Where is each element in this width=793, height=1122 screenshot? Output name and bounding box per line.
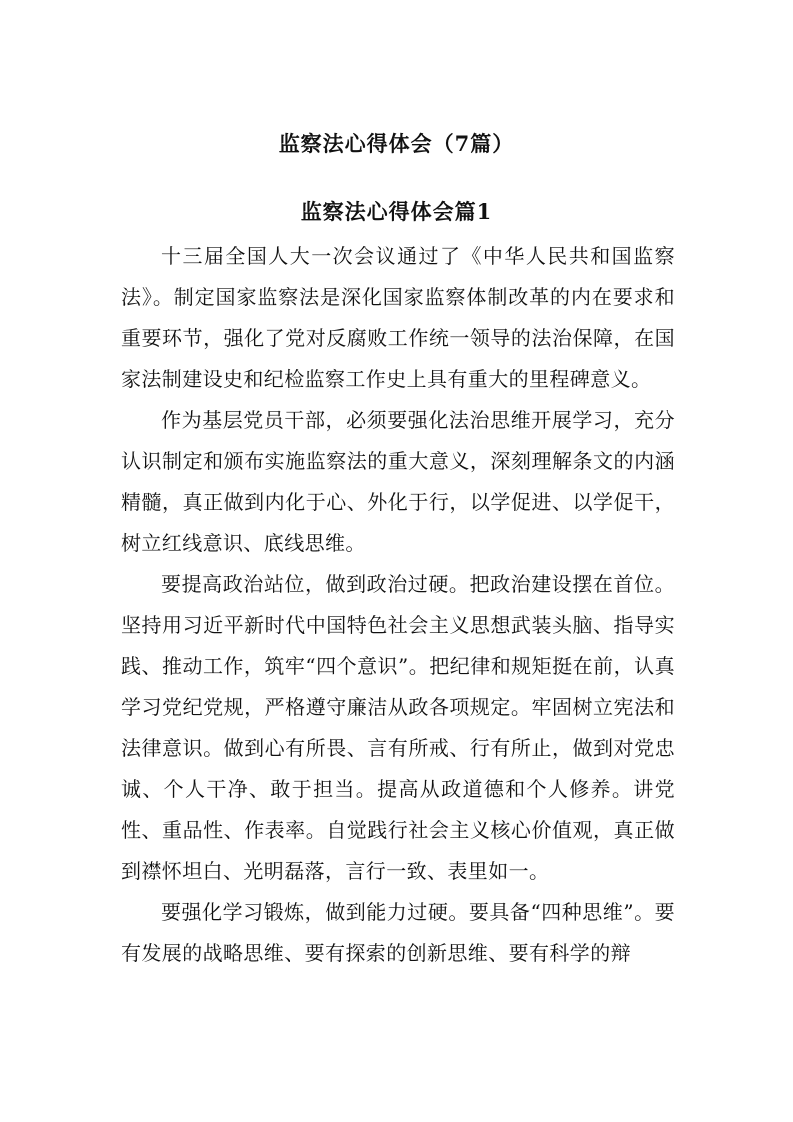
section-heading: 监察法心得体会篇1	[300, 199, 493, 224]
paragraph-1: 十三届全国人大一次会议通过了《中华人民共和国监察法》。制定国家监察法是深化国家监察体制改革的内在要求和重要环节，强化了党对反腐败工作统一领导的法治保障，在国家法制建设史和纪检监察工作史上具有重大的里程碑意义。	[121, 244, 675, 391]
paragraph-4: 要强化学习锻炼，做到能力过硬。要具备“四种思维”。要有发展的战略思维、要有探索的创新思维、要有科学的辩	[121, 900, 675, 965]
document-title: 监察法心得体会（7篇）	[278, 131, 515, 156]
paragraph-2: 作为基层党员干部，必须要强化法治思维开展学习，充分认识制定和颁布实施监察法的重大意义，深刻理解条文的内涵精髓，真正做到内化于心、外化于行，以学促进、以学促干，树立红线意识、底线思维。	[121, 408, 675, 555]
paragraph-3: 要提高政治站位，做到政治过硬。把政治建设摆在首位。坚持用习近平新时代中国特色社会主义思想武装头脑、指导实践、推动工作，筑牢“四个意识”。把纪律和规矩挺在前，认真学习党纪党规，严格遵守廉洁从政各项规定。牢固树立宪法和法律意识。做到心有所畏、言有所戒、行有所止，做到对党忠诚、个人干净、敢于担当。提高从政道德和个人修养。讲党性、重品性、作表率。自觉践行社会主义核心价值观，真正做到襟怀坦白、光明磊落，言行一致、表里如一。	[121, 572, 675, 883]
document-body	[121, 236, 675, 974]
